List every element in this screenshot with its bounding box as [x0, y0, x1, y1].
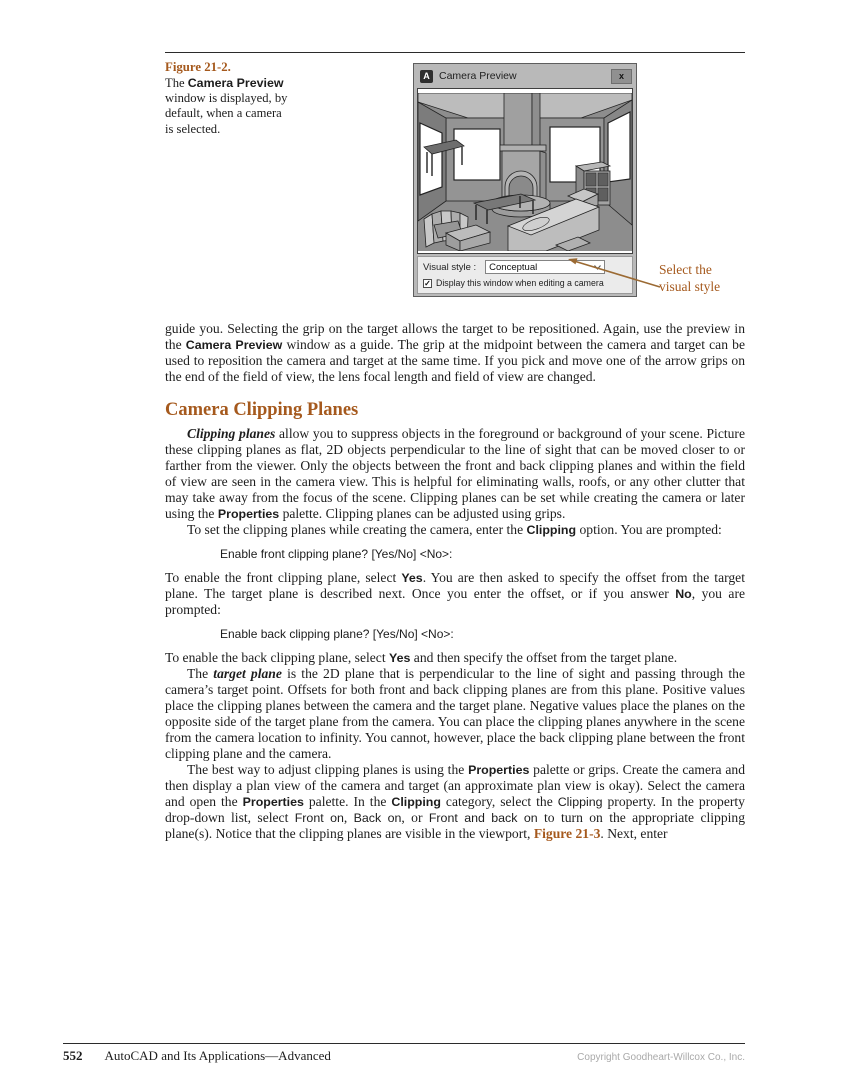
paragraph — [165, 522, 745, 538]
text-run: The — [187, 666, 214, 681]
text-run: Properties — [217, 507, 280, 521]
close-icon[interactable]: x — [611, 69, 632, 84]
text-run: and then specify the offset from the target plane. — [410, 650, 678, 665]
text-run: to turn on the appropriate clipping plane(s). Notice that the clipping planes are visible in the viewport, — [165, 810, 745, 841]
text-run: is the 2D plane that is perpendicular to the line of sight and passing through the camera’s target point. Offsets for both front and back clipping planes are from this plane. Positive values place the clipping planes between the camera and the target plane. Negative values place the planes on the opposite side of the target plane from the camera. You can place the clipping planes anywhere in the scene from the camera location to infinity. You cannot, however, place the back clipping plane between the front clipping plane and the camera. — [165, 666, 745, 761]
text-run: , or — [401, 810, 429, 825]
top-rule — [165, 52, 745, 53]
back-left-window — [454, 129, 500, 180]
paragraph — [165, 762, 745, 842]
text-run: target plane — [213, 666, 282, 681]
text-run: No — [675, 587, 692, 601]
display-window-checkbox-label: Display this window when editing a camera — [436, 278, 604, 288]
text-run: Back on — [353, 811, 402, 825]
command-prompt-line: Enable front clipping plane? [Yes/No] <No>: — [220, 547, 453, 561]
figure-caption — [165, 60, 293, 137]
text-run: . You are then asked to specify the offset from the target plane. The target plane is described next. Once you enter the offset, or if you answer — [165, 570, 745, 601]
autocad-icon: A — [420, 70, 433, 83]
text-run: category, select the — [440, 794, 558, 809]
text-run: Camera Preview — [187, 76, 284, 90]
paragraph — [165, 570, 745, 618]
figure-label: Figure 21-2. — [165, 60, 231, 74]
text-run: Clipping — [526, 523, 577, 537]
text-run: guide you. Selecting the grip on the target allows the target to be repositioned. Again, use the preview in the — [165, 321, 745, 352]
text-run: , — [343, 810, 354, 825]
visual-style-value: Conceptual — [489, 261, 538, 273]
camera-preview-titlebar[interactable] — [417, 66, 633, 86]
text-run: Front and back on — [428, 811, 538, 825]
annotation-line-2: visual style — [659, 278, 721, 294]
text-run: The — [165, 76, 188, 90]
camera-preview-viewport — [417, 88, 633, 254]
footer — [63, 1048, 745, 1064]
callout-arrow — [560, 253, 668, 293]
text-run: Properties — [468, 763, 530, 777]
text-run: property. In the property drop-down list, select — [165, 794, 745, 825]
right-window — [608, 112, 630, 182]
camera-preview-render — [418, 93, 632, 251]
visual-style-label: Visual style : — [423, 261, 477, 273]
text-run: To enable the front clipping plane, select — [165, 570, 402, 585]
text-run: palette. Clipping planes can be adjusted using grips. — [279, 506, 566, 521]
text-run: Clipping — [391, 795, 441, 809]
page-number: 552 — [63, 1048, 83, 1063]
text-run: . Next, enter — [600, 826, 668, 841]
window-title: Camera Preview — [439, 70, 517, 82]
text-run: , you are prompted: — [165, 586, 745, 617]
text-run: To enable the back clipping plane, select — [165, 650, 390, 665]
text-run: Camera Preview — [185, 338, 283, 352]
figure-caption-text — [165, 76, 293, 137]
text-run: option. You are prompted: — [576, 522, 722, 537]
text-run: Clipping — [557, 795, 603, 809]
display-window-checkbox[interactable]: ✓ — [424, 278, 431, 288]
text-run: palette or grips. Create the camera and then display a plan view of the camera and target (an approximate plan view is okay). Select the camera and open the — [165, 762, 745, 809]
copyright-notice: Copyright Goodheart-Willcox Co., Inc. — [577, 1052, 745, 1063]
text-run: palette. In the — [303, 794, 392, 809]
paragraph — [165, 321, 745, 385]
command-prompt-line: Enable back clipping plane? [Yes/No] <No>: — [220, 627, 454, 641]
footer-rule — [63, 1043, 745, 1044]
book-title: AutoCAD and Its Applications—Advanced — [104, 1048, 331, 1063]
text-run: Clipping planes — [187, 426, 276, 441]
paragraph — [165, 650, 745, 666]
figure-reference: Figure 21-3 — [533, 826, 601, 841]
paragraph — [165, 426, 745, 522]
callout-annotation — [659, 262, 720, 295]
paragraph — [165, 666, 745, 762]
text-run: Yes — [401, 571, 423, 585]
text-run: To set the clipping planes while creating the camera, enter the — [187, 522, 527, 537]
left-window — [420, 123, 442, 195]
annotation-line-1: Select the — [659, 262, 712, 277]
text-run: Yes — [389, 651, 411, 665]
body-copy — [165, 321, 745, 842]
text-run: The best way to adjust clipping planes is using the — [187, 762, 469, 777]
section-heading: Camera Clipping Planes — [165, 400, 359, 420]
text-run: Front on — [294, 811, 344, 825]
text-run: Properties — [242, 795, 304, 809]
text-run: window is displayed, by default, when a camera is selected. — [165, 91, 288, 136]
text-run: allow you to suppress objects in the foreground or background of your scene. Picture these clipping planes as flat, 2D objects perpendicular to the line of sight that can be moved closer to or farther from the viewer. Only the objects between the front and back clipping planes and within the field of view are seen in the camera view. This is helpful for eliminating walls, roofs, or any other clutter that may take away from the focus of the scene. Clipping planes can be set while creating the camera or later using the — [165, 426, 745, 521]
text-run: window as a guide. The grip at the midpoint between the camera and target can be used to reposition the camera and target at the same time. If you pick and move one of the arrow grips on the end of the field of view, the lens focal length and field of view are changed. — [165, 337, 745, 384]
